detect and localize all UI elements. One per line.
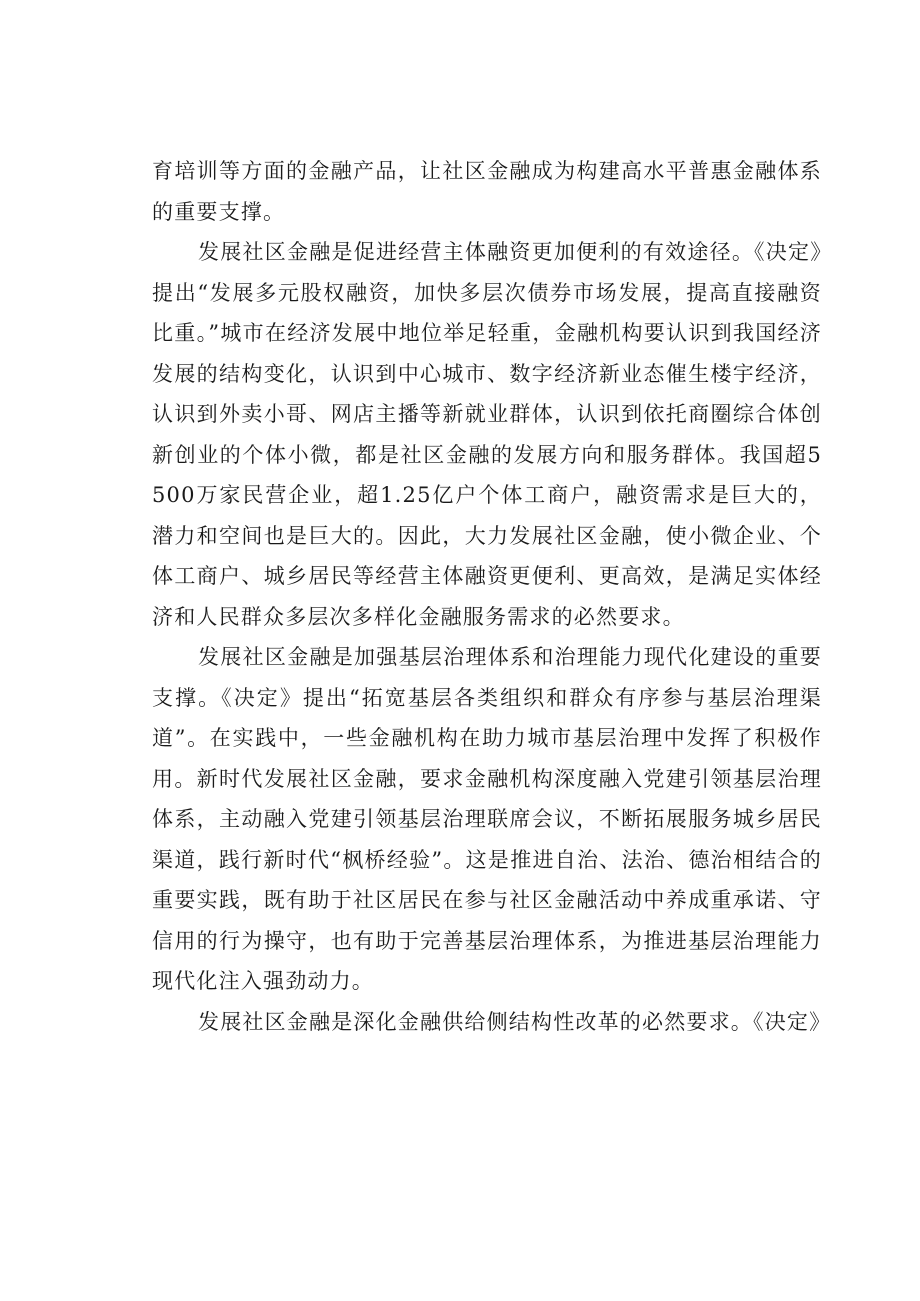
paragraph-business-financing: 发展社区金融是促进经营主体融资更加便利的有效途径。《决定》提出“发展多元股权融资，加快多层次债券市场发展，提高直接融资比重。”城市在经济发展中地位举足轻重，金融机构要认识到我国经济发展的结构变化，认识到中心城市、数字经济新业态催生楼宇经济，认识到外卖小哥、网店主播等新就业群体，认识到依托商圈综合体创新创业的个体小微，都是社区金融的发展方向和服务群体。我国超5500万家民营企业，超1.25亿户个体工商户，融资需求是巨大的，潜力和空间也是巨大的。因此，大力发展社区金融，使小微企业、个体工商户、城乡居民等经营主体融资更便利、更高效，是满足实体经济和人民群众多层次多样化金融服务需求的必然要求。: [152, 240, 822, 629]
document-body: [152, 151, 832, 1042]
paragraph-supply-side-reform: 发展社区金融是深化金融供给侧结构性改革的必然要求。《决定》: [198, 1009, 832, 1034]
paragraph-continuation: 育培训等方面的金融产品，让社区金融成为构建高水平普惠金融体系的重要支撑。: [152, 159, 822, 224]
paragraph-grassroots-governance: 发展社区金融是加强基层治理体系和治理能力现代化建设的重要支撑。《决定》提出“拓宽基层各类组织和群众有序参与基层治理渠道”。在实践中，一些金融机构在助力城市基层治理中发挥了积极作用。新时代发展社区金融，要求金融机构深度融入党建引领基层治理体系，主动融入党建引领基层治理联席会议，不断拓展服务城乡居民渠道，践行新时代“枫桥经验”。这是推进自治、法治、德治相结合的重要实践，既有助于社区居民在参与社区金融活动中养成重承诺、守信用的行为操守，也有助于完善基层治理体系，为推进基层治理能力现代化注入强劲动力。: [152, 645, 822, 993]
